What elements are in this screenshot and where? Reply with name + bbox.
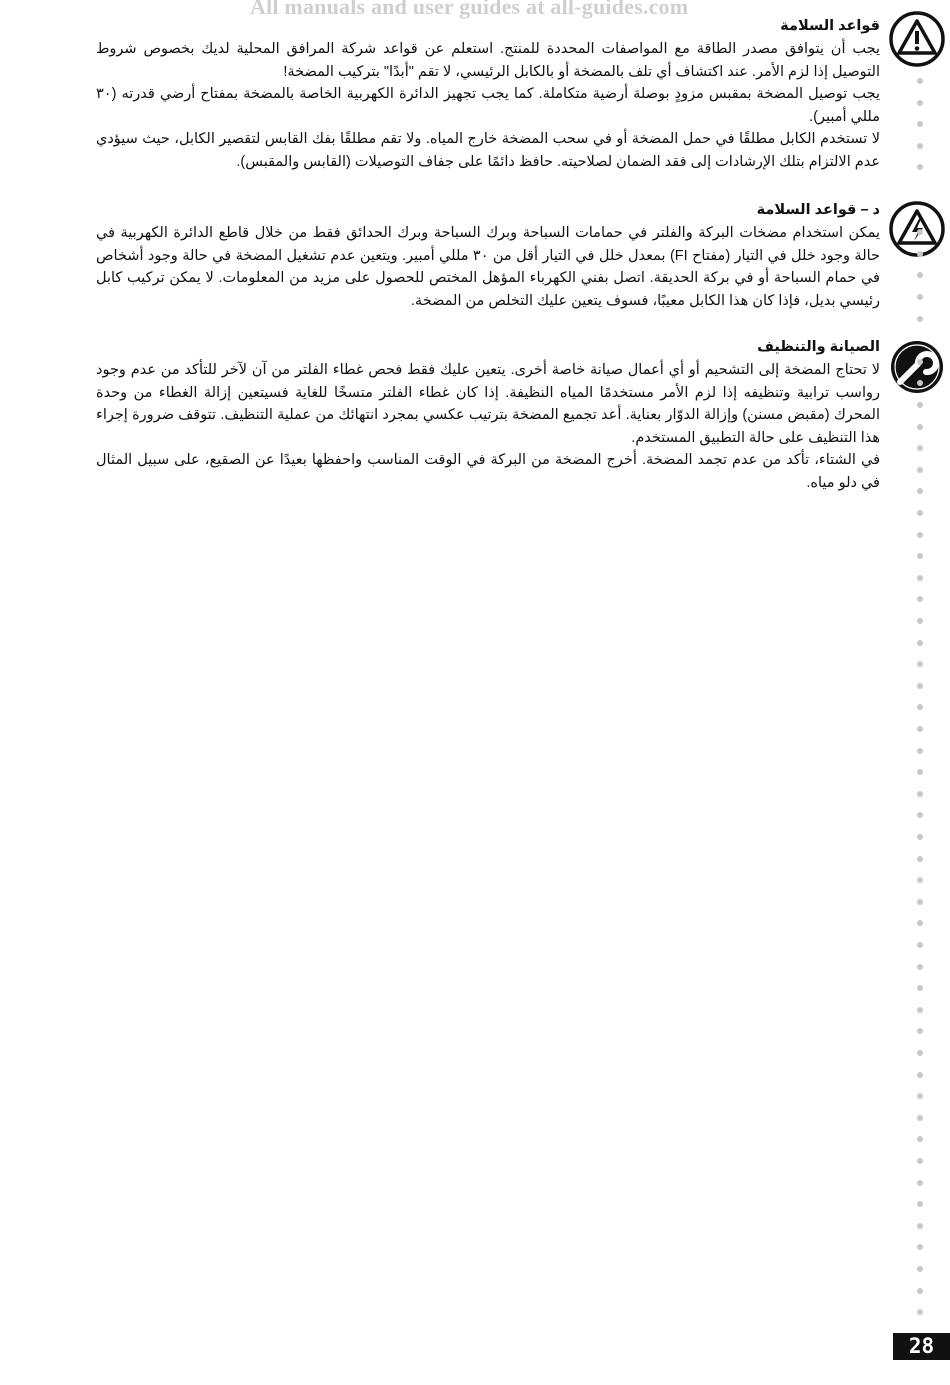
margin-dot	[917, 1201, 923, 1207]
margin-dot	[917, 877, 923, 883]
margin-dot	[917, 1180, 923, 1186]
paragraph: في الشتاء، تأكد من عدم تجمد المضخة. أخرج المضخة من البركة في الوقت المناسب واحفظها بعيدًا عن الصقيع، على سبيل المثال في دلو مياه.	[96, 452, 880, 491]
paragraph: لا تستخدم الكابل مطلقًا في حمل المضخة أو في سحب المضخة خارج المياه. ولا تقم مطلقًا بفك القابس لتقصير الكابل، حيث سيؤدي عدم الالتزام بتلك الإرشادات إلى فقد الضمان لصلاحيته. حافظ دائمًا على جفاف التوصيلات (القابس والمقبس).	[96, 131, 880, 170]
paragraph: يمكن استخدام مضخات البركة والفلتر في حمامات السباحة وبرك السباحة وبرك الحدائق فقط من خلال قاطع الدائرة الكهربية في حالة وجود خلل في التيار (مفتاح FI) بمعدل خلل في التيار أقل من ٣٠ مللي أمبير. ويتعين عدم تشغيل المضخة في حالة وجود أشخاص في حمام السباحة أو في بركة الحديقة. اتصل بفني الكهرباء المؤهل المختص للحصول على مزيد من المعلومات. لا يمكن تركيب كابل رئيسي بديل، فإذا كان هذا الكابل معيبًا، فسوف يتعين عليك التخلص من المضخة.	[96, 225, 880, 309]
paragraph: يجب أن يتوافق مصدر الطاقة مع المواصفات المحددة للمنتج. استعلم عن قواعد شركة المرافق المحلية لديك بخصوص شروط التوصيل إذا لزم الأمر. عند اكتشاف أي تلف بالمضخة أو بالكابل الرئيسي، لا تقم "أبدًا" بتركيب المضخة!	[96, 41, 880, 80]
section-heading: الصيانة والتنظيف	[757, 339, 880, 355]
margin-dot	[917, 1309, 923, 1315]
margin-dot	[917, 640, 923, 646]
margin-dot	[917, 704, 923, 710]
margin-dot	[917, 1288, 923, 1294]
margin-dot	[917, 726, 923, 732]
maintenance-section	[96, 337, 880, 494]
margin-dot	[917, 1158, 923, 1164]
margin-dot	[917, 251, 923, 257]
warning-icon	[888, 10, 946, 68]
section-heading: د – قواعد السلامة	[756, 202, 880, 218]
margin-dot	[917, 1028, 923, 1034]
margin-dot	[917, 899, 923, 905]
margin-dot	[917, 272, 923, 278]
margin-dot	[917, 985, 923, 991]
page-number: 28	[893, 1333, 950, 1360]
margin-dot	[917, 488, 923, 494]
paragraph: يجب توصيل المضخة بمقبس مزودٍ بوصلة أرضية متكاملة. كما يجب تجهيز الدائرة الكهربية الخاصة بالمضخة بمفتاح أرضي قدرته (٣٠ مللي أمبير).	[96, 86, 880, 125]
margin-dot	[917, 661, 923, 667]
margin-dot	[917, 769, 923, 775]
margin-dot	[917, 402, 923, 408]
margin-dot	[917, 1093, 923, 1099]
margin-dot	[917, 164, 923, 170]
margin-dot	[917, 229, 923, 235]
margin-dot	[917, 683, 923, 689]
margin-dot	[917, 316, 923, 322]
margin-dot	[917, 143, 923, 149]
margin-dot	[917, 1072, 923, 1078]
margin-dot	[917, 1266, 923, 1272]
margin-dot	[917, 920, 923, 926]
margin-dot	[917, 596, 923, 602]
margin-dot	[917, 791, 923, 797]
margin-dot	[917, 748, 923, 754]
margin-dot	[917, 1050, 923, 1056]
margin-dot	[917, 553, 923, 559]
margin-dot	[917, 100, 923, 106]
margin-dot	[917, 1115, 923, 1121]
margin-dot	[917, 1223, 923, 1229]
margin-dot	[917, 964, 923, 970]
margin-dot	[917, 812, 923, 818]
margin-dot	[917, 618, 923, 624]
margin-dot	[917, 532, 923, 538]
margin-dot	[917, 445, 923, 451]
margin-dot	[917, 834, 923, 840]
margin-dot	[917, 121, 923, 127]
margin-dot	[917, 1244, 923, 1250]
margin-dot	[917, 78, 923, 84]
margin-dot	[917, 424, 923, 430]
electrical-safety-section	[96, 200, 880, 312]
margin-dot	[917, 942, 923, 948]
margin-dot	[917, 575, 923, 581]
margin-dot	[917, 359, 923, 365]
margin-dot	[917, 510, 923, 516]
section-heading: قواعد السلامة	[780, 18, 880, 34]
paragraph: لا تحتاج المضخة إلى التشحيم أو أي أعمال صيانة خاصة أخرى. يتعين عليك فقط فحص غطاء الفلتر من آن لآخر للتأكد من عدم وجود رواسب ترابية وتنظيفه إذا لزم الأمر مستخدمًا المياه النظيفة. إذا كان غطاء الفلتر متسخًا للغاية فسيتعين إزالة الغطاء من وحدة المحرك (مقبض مسنن) وإزالة الدوّار بعناية. أعد تجميع المضخة بترتيب عكسي بمجرد انتهائك من عملية التنظيف. تتوقف ضرورة إجراء هذا التنظيف على حالة التطبيق المستخدم.	[96, 362, 880, 446]
margin-dot-line	[914, 78, 926, 1323]
margin-dot	[917, 856, 923, 862]
watermark-text: All manuals and user guides at all-guides.com	[250, 0, 689, 19]
margin-dot	[917, 467, 923, 473]
margin-dot	[917, 380, 923, 386]
margin-dot	[917, 1007, 923, 1013]
margin-dot	[917, 1136, 923, 1142]
safety-rules-section	[96, 16, 880, 173]
margin-dot	[917, 294, 923, 300]
